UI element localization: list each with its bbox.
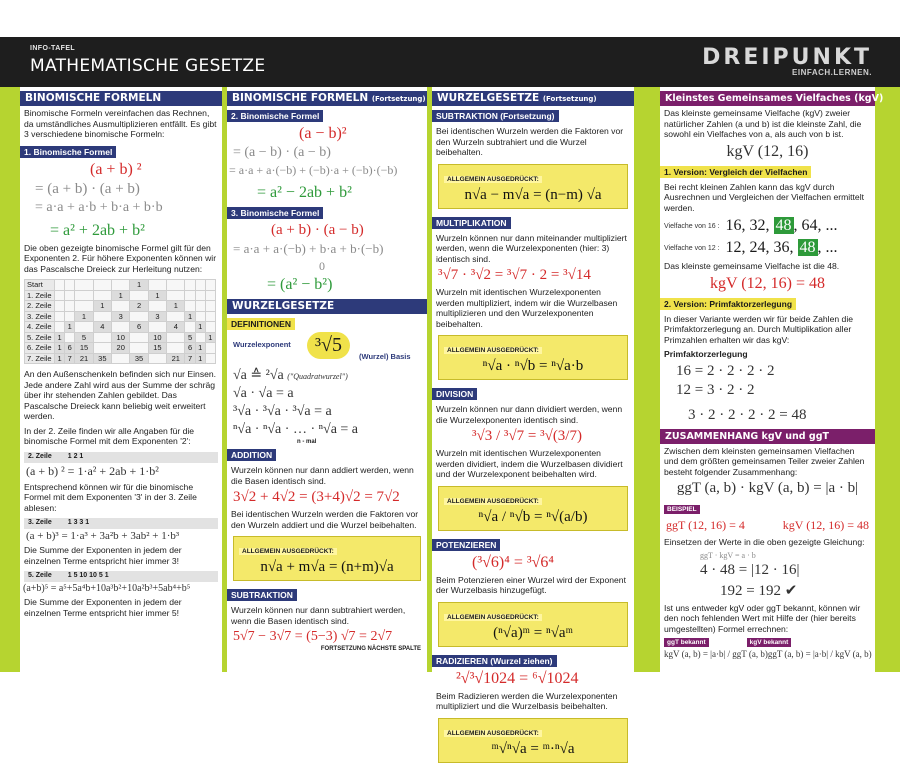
end-text: Ist uns entweder kgV oder ggT bekannt, können wir den noch fehlenden Wert mit Hilfe der (hier bereits umgestellten) Formel errechnen:: [664, 602, 861, 634]
pascal-cell: [205, 311, 215, 322]
kgv-known-label: kgV bekannt: [747, 638, 792, 647]
formula-line: = (a² − b²): [267, 276, 333, 293]
formula-line: (a + b) · (a − b): [271, 222, 364, 238]
intro-text: Binomische Formeln vereinfachen das Rechnen, da umständliches Ausmultiplizieren entfällt. Es gibt 3 verschiedene binomische Formeln:: [24, 108, 217, 139]
green-strip-left: [0, 87, 20, 672]
pascal-cell: 2: [130, 301, 148, 312]
multiple-value: 24,: [749, 239, 770, 256]
example-kgv: kgV (12, 16) = 48: [782, 518, 869, 532]
pascal-cell: [55, 280, 65, 291]
example-label: BEISPIEL: [664, 505, 700, 514]
example-ggt: ggT (12, 16) = 4: [666, 518, 745, 532]
multiples-label: Vielfache von 16 :: [664, 222, 720, 230]
pascal-cell: [205, 322, 215, 333]
pascal-cell: 1: [75, 311, 93, 322]
pascal-cell: [75, 301, 93, 312]
pascal-cell: 1: [148, 290, 166, 301]
mul-text: Wurzeln können nur dann miteinander multipliziert werden, wenn die Wurzelexponenten (hier: 3) identisch sind.: [436, 232, 627, 264]
column-roots-cont: [432, 87, 634, 757]
subsection-title: SUBTRAKTION: [227, 589, 297, 601]
insert-head: ggT · kgV = a · b: [700, 550, 756, 560]
rule-label: ALLGEMEIN AUSGEDRÜCKT:: [444, 347, 542, 354]
page-title: MATHEMATISCHE GESETZE: [30, 56, 266, 76]
multiple-value: 12,: [725, 239, 746, 256]
pascal-cell: [112, 353, 130, 364]
pascal-cell: 6: [130, 322, 148, 333]
pot-example: (³√6)⁴ = ³√6⁴: [472, 553, 554, 571]
pascal-cell: [148, 353, 166, 364]
add-example: 3√2 + 4√2 = (3+4)√2 = 7√2: [233, 489, 400, 505]
edge-text: An den Außenschenkeln befinden sich nur Einsen. Jede andere Zahl wird aus der Summe der schräg über ihr stehenden Zahlen gebildet. Das Pascalsche Dreieck kann beliebig weit erweitert werden.: [24, 369, 217, 421]
add-text-2: Bei identischen Wurzeln werden die Faktoren vor den Wurzeln addiert und die Wurzel beibehalten.: [231, 509, 419, 530]
pascal-row: [25, 332, 216, 343]
pascal-cell: [93, 343, 111, 354]
pascal-cell: 1: [205, 332, 215, 343]
definition-line: [227, 366, 427, 385]
green-strip-3: [634, 87, 660, 672]
pascal-cell: [167, 332, 185, 343]
pascal-cell: [130, 311, 148, 322]
pascal-cell: 6: [65, 343, 75, 354]
row-bar: [24, 571, 218, 582]
pascal-cell: 1: [130, 280, 148, 291]
pf-line: 16 = 2 · 2 · 2 · 2: [676, 362, 775, 379]
pascal-cell: [148, 322, 166, 333]
pascal-cell: 15: [75, 343, 93, 354]
pascal-cell: 1: [195, 353, 205, 364]
subsection-title: ADDITION: [227, 449, 276, 461]
pascal-cell: 5: [75, 332, 93, 343]
pascal-cell: 3: [112, 311, 130, 322]
row3-intro: Entsprechend können wir für die binomische Formel mit dem Exponenten '3' in der 3. Zeile ablesen:: [24, 481, 197, 513]
rule-formula: n√a − m√a = (n−m) √a: [464, 186, 602, 203]
div-text-2: Wurzeln mit identischen Wurzelexponenten werden dividiert, indem die Wurzelbasen dividiert und der Wurzelexponent beibehalten wird.: [436, 448, 623, 479]
subsection-title: DIVISION: [432, 388, 477, 400]
pascal-triangle-table: [24, 279, 216, 364]
logo-wordmark: DREIPUNKT: [702, 45, 872, 70]
formula-ggt: ggT (a, b) = |a·b| / kgV (a, b): [767, 649, 872, 659]
pf-line: 12 = 3 · 2 · 2: [676, 381, 755, 398]
multiple-value: 36,: [773, 239, 794, 256]
rule-box-division: [438, 486, 628, 531]
formula-line: = (a + b) · (a + b): [35, 180, 140, 197]
pascal-cell: [195, 280, 205, 291]
subsection-title: RADIZIEREN (Wurzel ziehen): [432, 655, 557, 667]
pascal-cell: [195, 301, 205, 312]
common-multiple: 48: [799, 239, 816, 256]
pascal-cell: [55, 322, 65, 333]
root-sample: ³√5: [307, 332, 350, 359]
multiples-label: Vielfache von 12 :: [664, 244, 720, 252]
row-numbers: 1 5 10 10 5 1: [67, 572, 109, 579]
div-text: Wurzeln können nur dann dividiert werden, wenn die Wurzelexponenten identisch sind.: [436, 404, 623, 425]
subsection-title: 1. Version: Vergleich der Vielfachen: [660, 166, 811, 178]
row-label: 2. Zeile: [28, 452, 52, 460]
formula-line: (a − b)²: [299, 125, 347, 142]
zero-label: 0: [319, 259, 325, 273]
rule-formula: ⁿ√a · ⁿ√b = ⁿ√a·b: [482, 358, 584, 374]
multiples-list: [726, 239, 838, 257]
pascal-cell: [112, 280, 130, 291]
pascal-cell: [167, 343, 185, 354]
rule-formula: n√a + m√a = (n+m)√a: [260, 559, 394, 575]
pascal-cell: [195, 290, 205, 301]
pascal-row: [25, 301, 216, 312]
pascal-cell: [112, 301, 130, 312]
pascal-cell: [205, 301, 215, 312]
continued-label: (Fortsetzung): [371, 95, 426, 103]
pascal-cell: [195, 311, 205, 322]
sub-text: Wurzeln können nur dann subtrahiert werden, wenn die Basen identisch sind.: [231, 605, 406, 626]
pascal-row-label: 3. Zeile: [25, 311, 55, 322]
pascal-cell: [148, 280, 166, 291]
section-title: Kleinstes Gemeinsames Vielfaches (kgV): [660, 91, 875, 106]
intro-text: Das kleinste gemeinsame Vielfache (kgV) zweier natürlicher Zahlen (a und b) ist die kleinste Zahl, die sowohl ein Vielfaches von a, als auch von b ist.: [664, 108, 862, 139]
add-text: Wurzeln können nur dann addiert werden, wenn die Basen identisch sind.: [231, 465, 414, 486]
rule-box-subtraction: [438, 164, 628, 209]
pascal-cell: [167, 290, 185, 301]
v1-text: Bei recht kleinen Zahlen kann das kgV durch Ausrechnen und Vergleichen der Vielfachen ermittelt werden.: [664, 181, 865, 213]
pascal-cell: 35: [93, 353, 111, 364]
pascal-row: [25, 311, 216, 322]
zus-formula: ggT (a, b) · kgV (a, b) = |a · b|: [676, 480, 859, 496]
pascal-cell: 1: [55, 343, 65, 354]
rule-label: ALLGEMEIN AUSGEDRÜCKT:: [444, 614, 542, 621]
formula-line: = a² − 2ab + b²: [257, 184, 352, 201]
insert-line: 4 · 48 = |12 · 16|: [700, 561, 800, 578]
subsection-title: DEFINITIONEN: [227, 318, 295, 330]
section-title: ZUSAMMENHANG kgV und ggT: [660, 429, 875, 444]
pascal-cell: [55, 311, 65, 322]
v2-text: In dieser Variante werden wir für beide Zahlen die Primfaktorzerlegung an. Durch Multiplikation aller Primzahlen erhalten wir das kgV:: [664, 313, 854, 345]
rule-formula: ᵐ√ⁿ√a = ᵐ·ⁿ√a: [491, 740, 575, 757]
pascal-row: [25, 290, 216, 301]
exponent-label: Wurzelexponent: [233, 340, 291, 349]
pascal-cell: 20: [112, 343, 130, 354]
pascal-row-label: 1. Zeile: [25, 290, 55, 301]
subsection-title: 2. Version: Primfaktorzerlegung: [660, 298, 796, 310]
pascal-cell: [65, 280, 75, 291]
formula-line: = (a − b) · (a − b): [233, 145, 331, 160]
multiple-value: , 64, ...: [793, 217, 838, 234]
pascal-cell: [205, 343, 215, 354]
pascal-cell: 1: [55, 353, 65, 364]
pascal-cell: [55, 301, 65, 312]
pascal-cell: [185, 301, 195, 312]
row-label: 5. Zeile: [28, 572, 52, 579]
n-times-label: n - mal: [297, 439, 317, 445]
pascal-row: [25, 343, 216, 354]
pascal-cell: [148, 301, 166, 312]
rad-example: ²√³√1024 = ⁶√1024: [456, 669, 579, 687]
pascal-cell: 4: [167, 322, 185, 333]
column-binomial-cont: [227, 87, 427, 672]
pascal-cell: 10: [148, 332, 166, 343]
row5-note: Die Summe der Exponenten in jedem der einzelnen Terme entspricht hier immer 5!: [24, 597, 182, 618]
rule-label: ALLGEMEIN AUSGEDRÜCKT:: [444, 176, 542, 183]
insert-text: Einsetzen der Werte in die oben gezeigte Gleichung:: [664, 537, 865, 547]
subsection-title: 3. Binomische Formel: [227, 207, 323, 219]
kgv-title: kgV (12, 16): [726, 142, 809, 160]
mul-text-2: Wurzeln mit identischen Wurzelexponenten werden multipliziert, indem wir die Wurzelbasen multiplizieren und den Wurzelexponenten beibehalten.: [436, 287, 618, 329]
subsection-title: MULTIPLIKATION: [432, 217, 511, 229]
formula-kgv: kgV (a, b) = |a·b| / ggT (a, b): [664, 649, 768, 659]
multiple-value: 16,: [725, 217, 746, 234]
pascal-intro: Die oben gezeigte binomische Formel gilt für den Exponenten 2. Für höhere Exponenten können wir das Pascalsche Dreieck zur Herleitung nutzen:: [24, 242, 217, 274]
pascal-cell: [93, 311, 111, 322]
pascal-cell: 15: [148, 343, 166, 354]
pascal-row-label: 6. Zeile: [25, 343, 55, 354]
pascal-cell: 1: [195, 343, 205, 354]
pascal-cell: 21: [167, 353, 185, 364]
definition-line: ³√a · ³√a · ³√a = a: [233, 404, 332, 419]
rule-box-addition: [233, 536, 421, 581]
insert-line: 192 = 192 ✔: [720, 582, 798, 599]
pascal-cell: [185, 290, 195, 301]
section-title: WURZELGESETZE: [227, 299, 427, 314]
rule-box-radical: [438, 718, 628, 763]
pascal-row-label: 5. Zeile: [25, 332, 55, 343]
rad-text: Beim Radizieren werden die Wurzelexponenten multipliziert und die Wurzelbasis beibehalten.: [436, 690, 618, 711]
subsection-title: 1. Binomische Formel: [20, 146, 116, 158]
pascal-row-label: 7. Zeile: [25, 353, 55, 364]
pascal-row-label: Start: [25, 280, 55, 291]
rule-box-multiplication: [438, 335, 628, 380]
pascal-cell: [195, 332, 205, 343]
pascal-cell: 4: [93, 322, 111, 333]
rule-box-power: [438, 602, 628, 647]
pascal-cell: [93, 290, 111, 301]
div-example: ³√3 / ³√7 = ³√(3/7): [472, 428, 582, 444]
pascal-cell: 3: [148, 311, 166, 322]
column-binomial: [20, 87, 222, 672]
section-title: BINOMISCHE FORMELN: [20, 91, 222, 106]
v1-result-text: Das kleinste gemeinsame Vielfache ist die 48.: [664, 261, 840, 271]
row-bar: [24, 518, 218, 529]
multiple-value: , ...: [817, 239, 838, 256]
section-title-text: BINOMISCHE FORMELN: [232, 92, 369, 104]
pascal-cell: 1: [93, 301, 111, 312]
pascal-row: [25, 280, 216, 291]
row3-note: Die Summe der Exponenten in jedem der einzelnen Terme entspricht hier immer 3!: [24, 545, 182, 566]
rule-label: ALLGEMEIN AUSGEDRÜCKT:: [444, 730, 542, 737]
formula-line: = a² + 2ab + b²: [50, 221, 145, 239]
multiple-value: 32,: [749, 217, 770, 234]
pascal-row-label: 4. Zeile: [25, 322, 55, 333]
pascal-row: [25, 353, 216, 364]
pascal-row: [25, 322, 216, 333]
section-title: [227, 91, 427, 106]
ggt-known-label: ggT bekannt: [664, 638, 709, 647]
sub-text: Bei identischen Wurzeln werden die Faktoren vor den Wurzeln subtrahiert und die Wurzel beibehalten.: [436, 126, 624, 157]
column-lcm: [660, 87, 884, 672]
pascal-cell: 1: [112, 290, 130, 301]
pascal-cell: 1: [55, 332, 65, 343]
continued-label: (Fortsetzung): [542, 95, 597, 103]
rule-label: ALLGEMEIN AUSGEDRÜCKT:: [444, 498, 542, 505]
sub-example: 5√7 − 3√7 = (5−3) √7 = 2√7: [233, 629, 393, 644]
pascal-cell: 1: [65, 322, 75, 333]
logo-tagline: EINFACH.LERNEN.: [792, 68, 872, 77]
pascal-cell: [65, 301, 75, 312]
pascal-cell: [167, 280, 185, 291]
subsection-title: SUBTRAKTION (Fortsetzung): [432, 110, 559, 122]
example-values: [660, 516, 875, 535]
multiples-16-row: [660, 215, 875, 237]
pascal-cell: 5: [185, 332, 195, 343]
root-anatomy: [227, 332, 427, 366]
multiples-12-row: [660, 237, 875, 259]
subsection-title: 2. Binomische Formel: [227, 110, 323, 122]
mul-example: ³√7 · ³√2 = ³√7 · 2 = ³√14: [438, 267, 591, 283]
base-label: (Wurzel) Basis: [359, 352, 411, 361]
pascal-cell: [130, 332, 148, 343]
green-strip-right: [875, 87, 900, 672]
pascal-cell: 1: [185, 311, 195, 322]
definition-line: √a · √a = a: [233, 386, 294, 401]
pascal-cell: 7: [65, 353, 75, 364]
pascal-cell: 1: [167, 301, 185, 312]
known-formulas: [660, 647, 875, 661]
pascal-cell: [93, 280, 111, 291]
subsection-title: POTENZIEREN: [432, 539, 500, 551]
pascal-cell: [205, 353, 215, 364]
formula-line: (a + b)³ = 1·a³ + 3a²b + 3ab² + 1·b³: [26, 530, 180, 542]
zus-text: Zwischen dem kleinsten gemeinsamen Vielfachen und dem größten gemeinsamen Teiler zweier Zahlen besteht folgender Zusammenhang:: [664, 445, 865, 477]
pascal-cell: 7: [185, 353, 195, 364]
formula-line: (a + b) ²: [90, 160, 142, 178]
section-title: [432, 91, 634, 106]
pascal-cell: [185, 322, 195, 333]
formula-line: (a+b)⁵ = a⁵+5a⁴b+10a³b²+10a²b³+5ab⁴+b⁵: [23, 583, 191, 594]
common-multiple: 48: [775, 217, 792, 234]
pascal-cell: [65, 311, 75, 322]
pascal-cell: 6: [185, 343, 195, 354]
pascal-cell: [205, 290, 215, 301]
pascal-cell: [185, 280, 195, 291]
pascal-cell: [130, 290, 148, 301]
pot-text: Beim Potenzieren einer Wurzel wird der Exponent der Wurzelbasis hinzugefügt.: [436, 574, 626, 595]
known-labels: [660, 636, 875, 647]
rule-label: ALLGEMEIN AUSGEDRÜCKT:: [239, 548, 337, 555]
pascal-cell: [65, 290, 75, 301]
rule-formula: ⁿ√a / ⁿ√b = ⁿ√(a/b): [478, 508, 588, 525]
pascal-cell: [75, 322, 93, 333]
pascal-cell: [167, 311, 185, 322]
continue-note: FORTSETZUNG NÄCHSTE SPALTE: [320, 646, 421, 652]
v1-result: kgV (12, 16) = 48: [710, 274, 825, 292]
multiples-list: [726, 217, 838, 235]
pascal-cell: [112, 322, 130, 333]
formula-line: = a·a + a·(−b) + (−b)·a + (−b)·(−b): [229, 163, 398, 177]
row-numbers: 1 3 3 1: [67, 519, 90, 526]
pascal-cell: 1: [195, 322, 205, 333]
formula-line: = a·a + a·(−b) + b·a + b·(−b): [233, 241, 384, 256]
pascal-cell: 10: [112, 332, 130, 343]
pascal-row-label: 2. Zeile: [25, 301, 55, 312]
header-tag: INFO-TAFEL: [30, 45, 76, 52]
pascal-cell: [205, 280, 215, 291]
rule-formula: (ⁿ√a)ᵐ = ⁿ√aᵐ: [493, 624, 573, 641]
pf-label: Primfaktorzerlegung: [664, 349, 748, 359]
pascal-cell: 35: [130, 353, 148, 364]
pascal-cell: [65, 332, 75, 343]
definition-note: ("Quadratwurzel"): [287, 372, 348, 381]
pascal-cell: [93, 332, 111, 343]
row-bar: [24, 452, 218, 463]
pf-result: 3 · 2 · 2 · 2 · 2 = 48: [688, 406, 807, 423]
pascal-cell: [75, 290, 93, 301]
section-title-text: WURZELGESETZE: [437, 92, 540, 104]
pascal-cell: [130, 343, 148, 354]
row-label: 3. Zeile: [28, 519, 52, 526]
row2-text: In der 2. Zeile finden wir alle Angaben für die binomische Formel mit dem Exponenten '2':: [24, 425, 195, 446]
pascal-cell: [75, 280, 93, 291]
formula-line: = a·a + a·b + b·a + b·b: [35, 199, 163, 215]
row-numbers: 1 2 1: [67, 452, 84, 460]
pascal-cell: 21: [75, 353, 93, 364]
brand-logo: [702, 45, 872, 77]
definition-line: ⁿ√a · ⁿ√a · … · ⁿ√a = a: [233, 422, 359, 437]
pascal-cell: [55, 290, 65, 301]
formula-line: (a + b) ² = 1·a² + 2ab + 1·b²: [26, 463, 159, 478]
definition-formula: √a ≙ ²√a: [233, 368, 284, 383]
